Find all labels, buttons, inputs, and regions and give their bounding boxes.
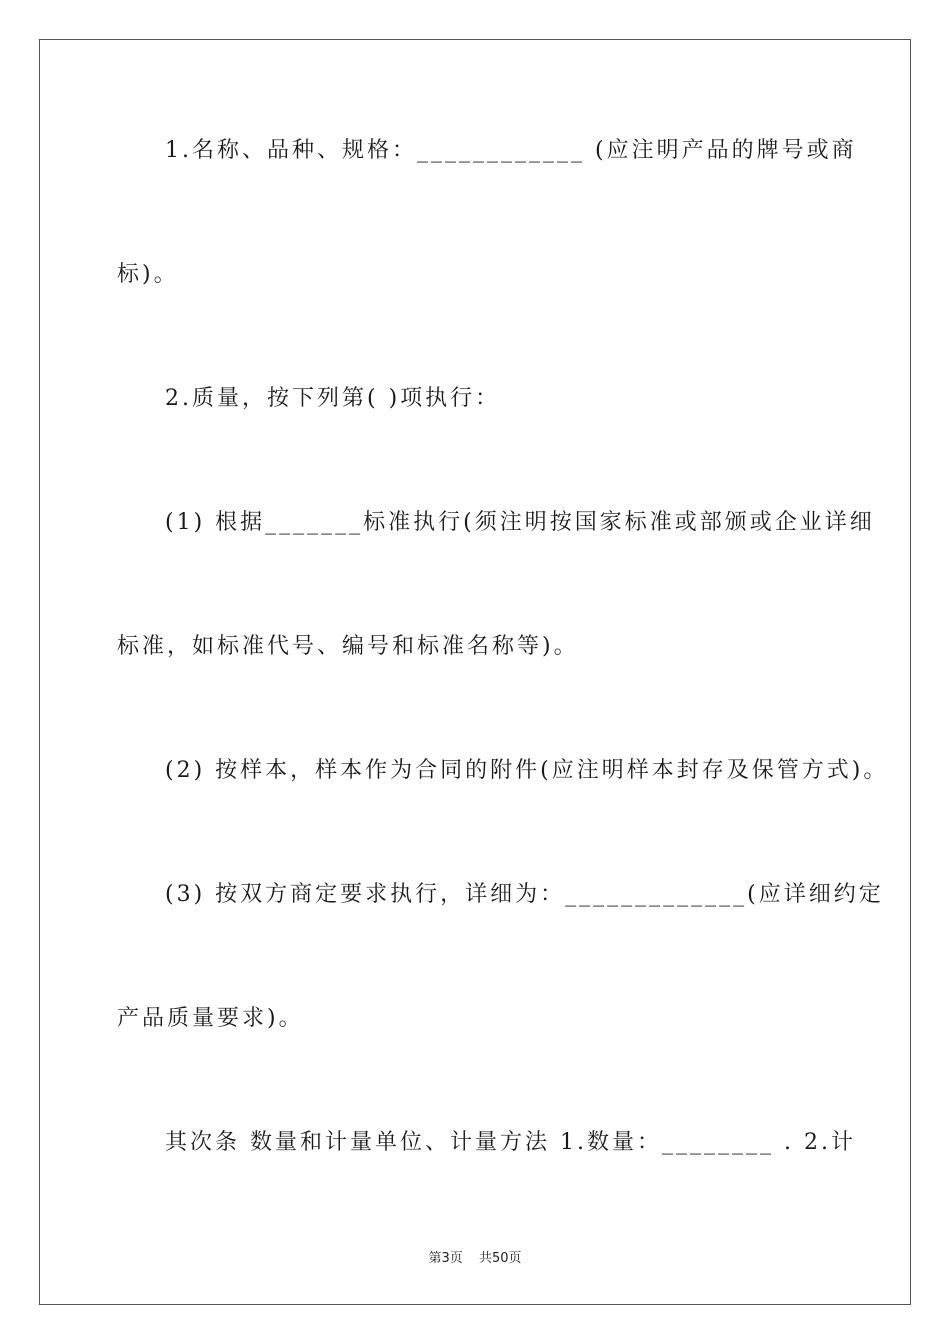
- page-total: 共50页: [478, 1251, 522, 1266]
- clause-quantity-units: 其次条 数量和计量单位、计量方法 1.数量：________ . 2.计: [165, 1130, 856, 1155]
- quality-option-1-cont: 标准，如标准代号、编号和标准名称等)。: [117, 634, 579, 659]
- quality-option-1: (1) 根据_______标准执行(须注明按国家标准或部颁或企业详细: [165, 510, 875, 535]
- clause-name-variety-spec: 1.名称、品种、规格：____________ (应注明产品的牌号或商: [165, 138, 857, 163]
- quality-option-3: (3) 按双方商定要求执行，详细为：_____________(应详细约定: [165, 882, 884, 907]
- clause-quality: 2.质量，按下列第( )项执行：: [165, 386, 501, 411]
- page-number: 第3页: [428, 1251, 463, 1266]
- page-frame: [39, 39, 911, 1305]
- page-footer: [0, 1247, 950, 1266]
- clause-name-variety-spec-cont: 标)。: [117, 262, 179, 287]
- quality-option-3-cont: 产品质量要求)。: [117, 1006, 304, 1031]
- quality-option-2: (2) 按样本，样本作为合同的附件(应注明样本封存及保管方式)。: [165, 758, 889, 783]
